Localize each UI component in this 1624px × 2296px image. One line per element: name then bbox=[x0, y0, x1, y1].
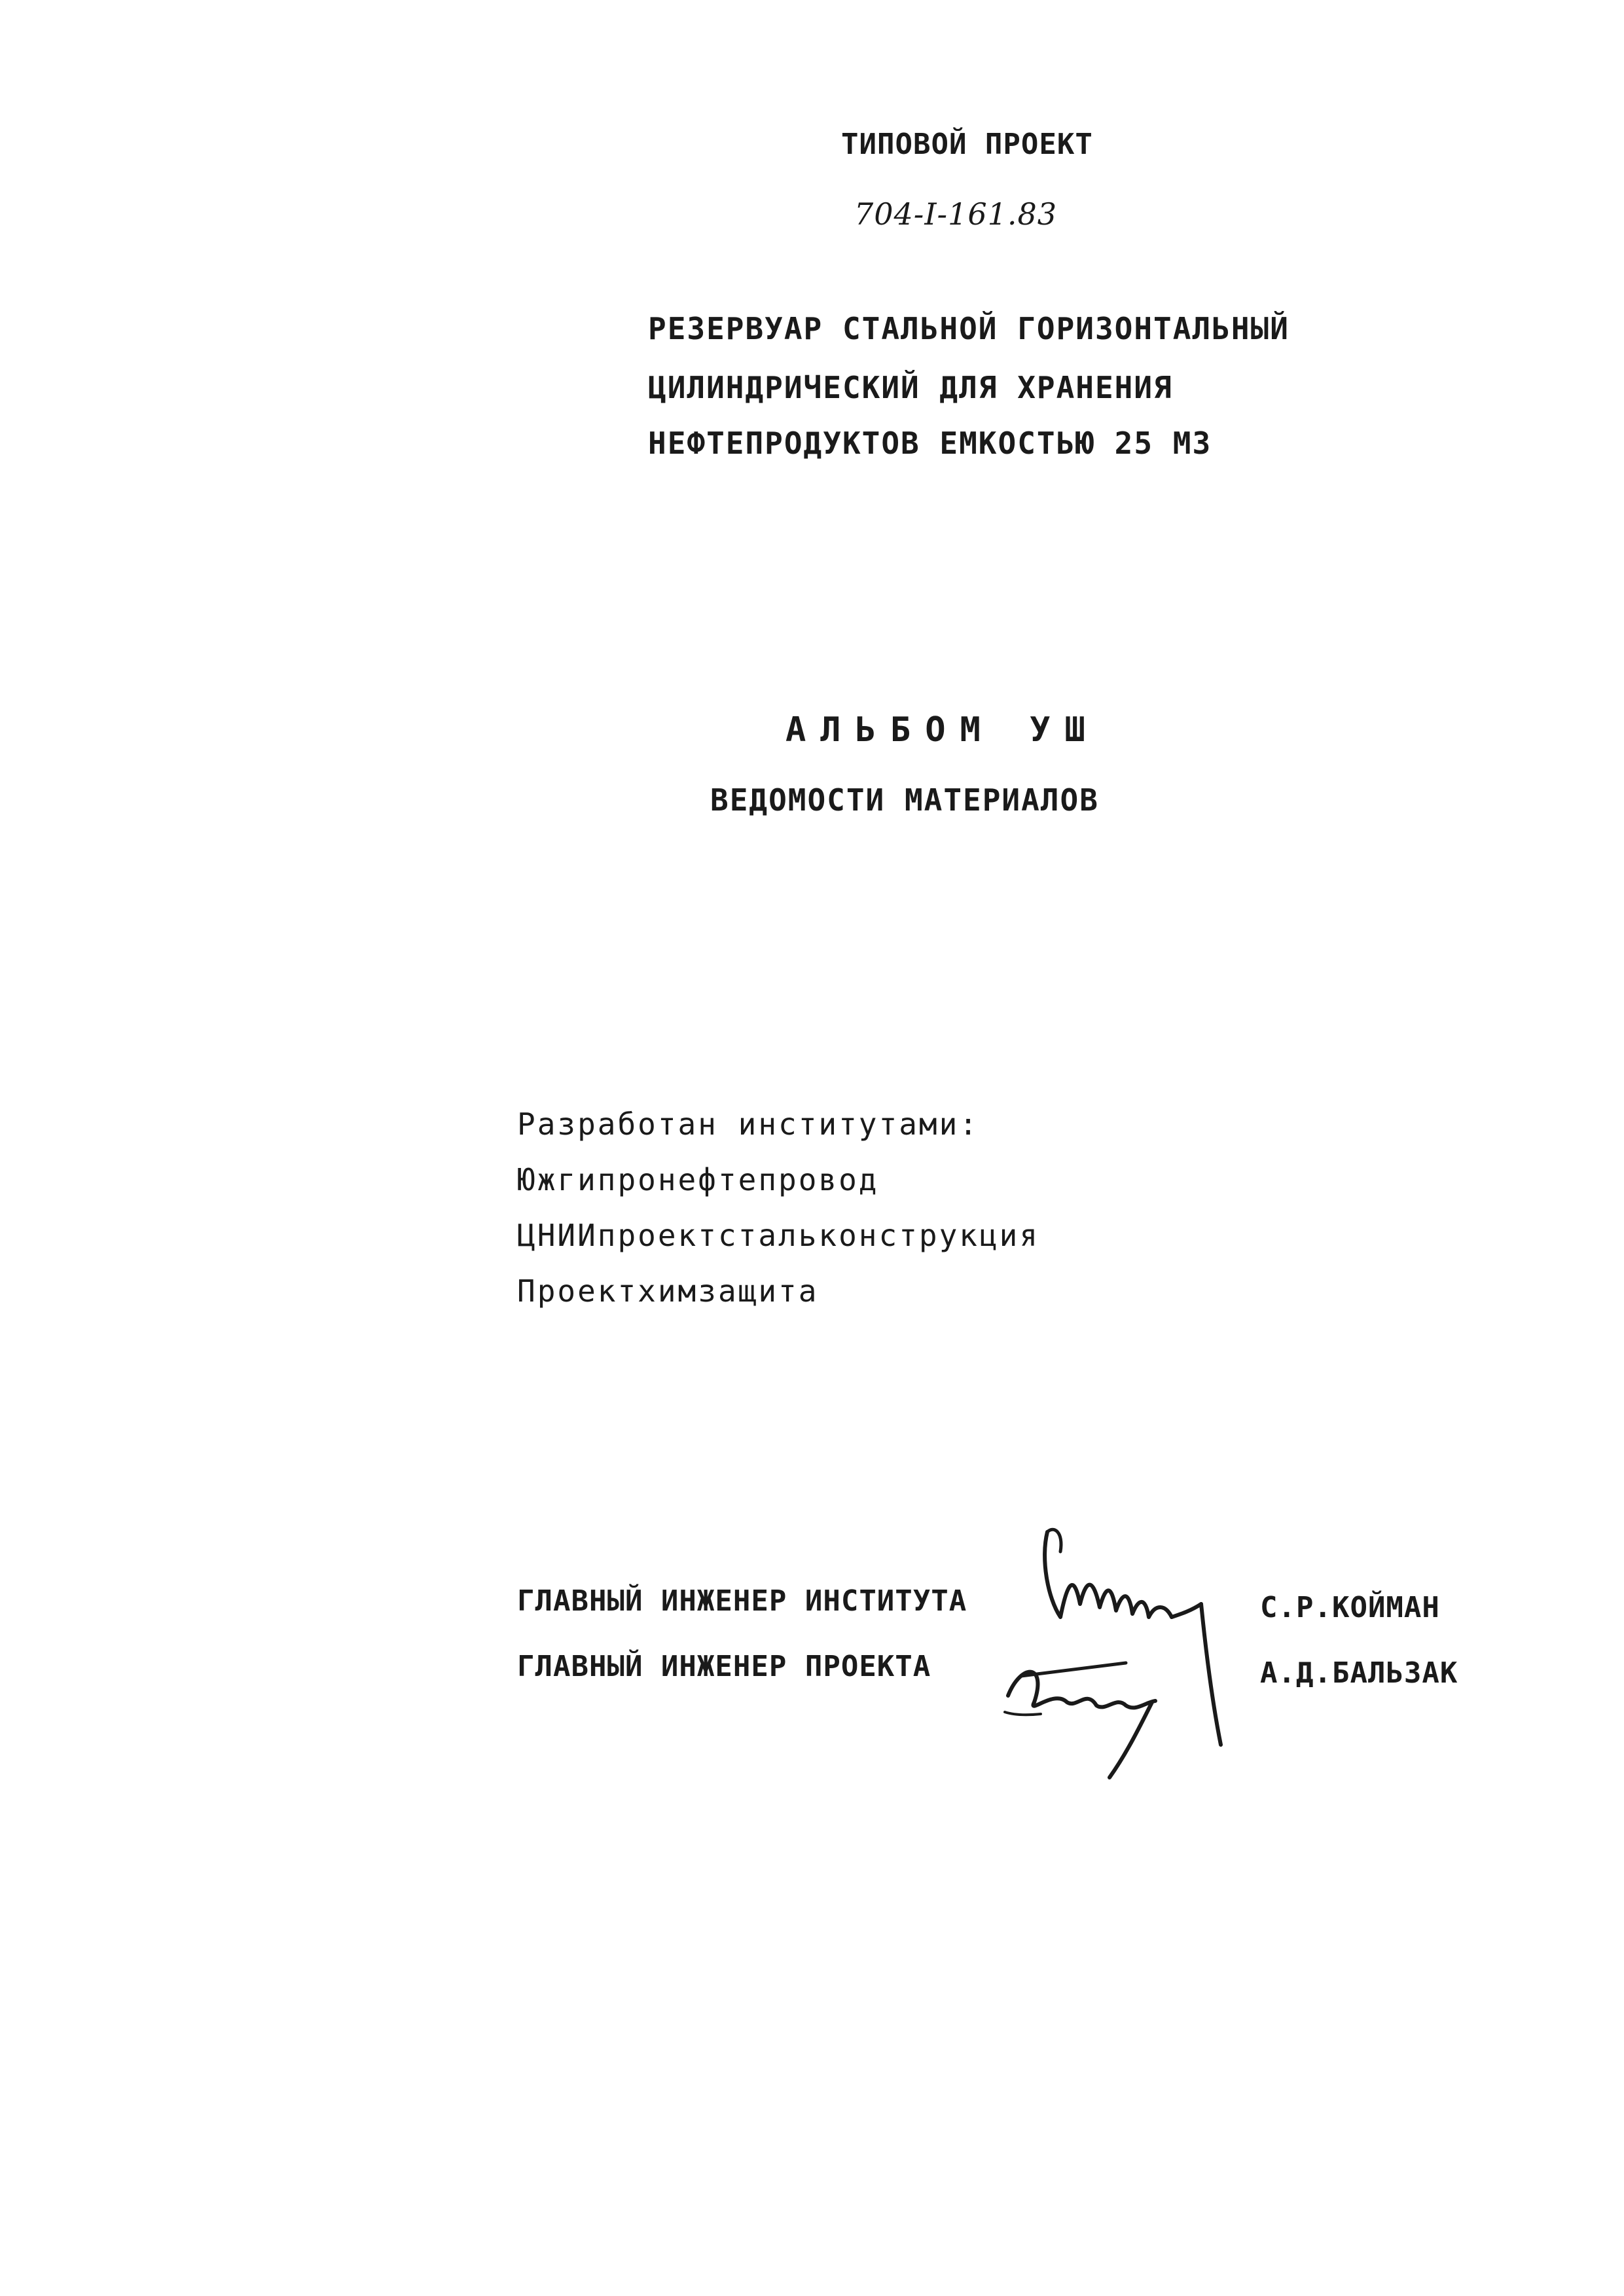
chief-engineer-project-name: А.Д.БАЛЬЗАК bbox=[1260, 1656, 1458, 1690]
chief-engineer-institute-name: С.Р.КОЙМАН bbox=[1260, 1591, 1440, 1624]
doc-type-label: ТИПОВОЙ ПРОЕКТ bbox=[841, 128, 1093, 161]
chief-engineer-project-role: ГЛАВНЫЙ ИНЖЕНЕР ПРОЕКТА bbox=[517, 1650, 931, 1683]
project-title-line-1: РЕЗЕРВУАР СТАЛЬНОЙ ГОРИЗОНТАЛЬНЫЙ bbox=[648, 311, 1290, 346]
project-number: 704-I-161.83 bbox=[854, 196, 1058, 232]
album-title: АЛЬБОМ УШ bbox=[785, 710, 1100, 750]
developer-institute-2: ЦНИИпроектстальконструкция bbox=[517, 1218, 1040, 1253]
signature-chief-engineer-project bbox=[995, 1650, 1178, 1781]
project-title-line-3: НЕФТЕПРОДУКТОВ ЕМКОСТЬЮ 25 М3 bbox=[648, 426, 1212, 461]
developers-heading: Разработан институтами: bbox=[517, 1106, 979, 1142]
album-subtitle: ВЕДОМОСТИ МАТЕРИАЛОВ bbox=[710, 782, 1099, 818]
developer-institute-1: Южгипронефтепровод bbox=[517, 1162, 879, 1197]
project-title-line-2: ЦИЛИНДРИЧЕСКИЙ ДЛЯ ХРАНЕНИЯ bbox=[648, 370, 1173, 405]
developer-institute-3: Проектхимзащита bbox=[517, 1273, 819, 1309]
chief-engineer-institute-role: ГЛАВНЫЙ ИНЖЕНЕР ИНСТИТУТА bbox=[517, 1584, 967, 1618]
